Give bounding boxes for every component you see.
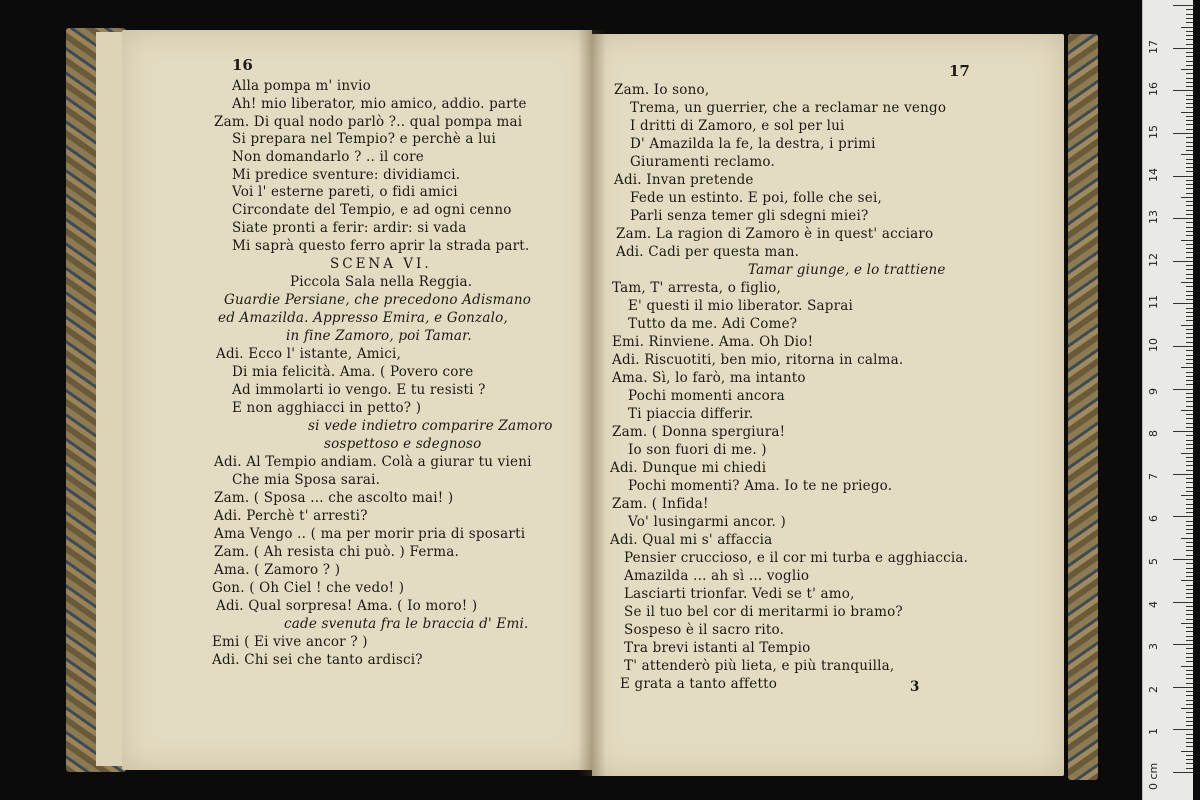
book-gutter bbox=[578, 30, 606, 776]
ruler-tick bbox=[1186, 214, 1193, 215]
ruler-tick bbox=[1186, 491, 1193, 492]
left-text-line: sospettoso e sdegnoso bbox=[324, 436, 482, 452]
ruler-tick bbox=[1181, 580, 1193, 581]
ruler-tick bbox=[1186, 640, 1193, 641]
ruler-tick bbox=[1181, 666, 1193, 667]
ruler-tick bbox=[1186, 329, 1193, 330]
ruler-tick bbox=[1186, 52, 1193, 53]
ruler-tick bbox=[1186, 648, 1193, 649]
right-text-line: Tamar giunge, e lo trattiene bbox=[748, 262, 946, 278]
left-text-line: Adi. Chi sei che tanto ardisci? bbox=[212, 652, 423, 668]
ruler-tick bbox=[1173, 389, 1193, 390]
right-text-line: Lasciarti trionfar. Vedi se t' amo, bbox=[624, 586, 855, 602]
ruler-tick bbox=[1173, 772, 1193, 773]
ruler-tick bbox=[1186, 691, 1193, 692]
ruler-tick bbox=[1173, 644, 1193, 645]
ruler-number: 15 bbox=[1147, 125, 1160, 139]
ruler-tick bbox=[1186, 205, 1193, 206]
ruler-tick bbox=[1186, 683, 1193, 684]
left-text-line: Zam. ( Sposa ... che ascolto mai! ) bbox=[214, 490, 454, 506]
ruler-tick bbox=[1186, 576, 1193, 577]
ruler-tick bbox=[1186, 73, 1193, 74]
ruler-tick bbox=[1181, 197, 1193, 198]
ruler-tick bbox=[1186, 504, 1193, 505]
ruler-tick bbox=[1186, 512, 1193, 513]
ruler-tick bbox=[1186, 14, 1193, 15]
ruler-tick bbox=[1186, 704, 1193, 705]
ruler-tick bbox=[1186, 435, 1193, 436]
ruler-tick bbox=[1186, 470, 1193, 471]
left-text-line: Voi l' esterne pareti, o fidi amici bbox=[232, 184, 458, 200]
right-text-line: Zam. La ragion di Zamoro è in quest' acciaro bbox=[616, 226, 934, 242]
ruler-tick bbox=[1186, 355, 1193, 356]
right-text-line: Sospeso è il sacro rito. bbox=[624, 622, 785, 638]
ruler-number: 6 bbox=[1147, 515, 1160, 523]
ruler-tick bbox=[1186, 636, 1193, 637]
ruler-tick bbox=[1186, 465, 1193, 466]
ruler-tick bbox=[1186, 22, 1193, 23]
left-text-line: Adi. Al Tempio andiam. Colà a giurar tu vieni bbox=[214, 454, 532, 470]
ruler-tick bbox=[1186, 406, 1193, 407]
ruler-tick bbox=[1173, 474, 1193, 475]
ruler-tick bbox=[1181, 154, 1193, 155]
right-text-line: Fede un estinto. E poi, folle che sei, bbox=[630, 190, 882, 206]
ruler-tick bbox=[1186, 700, 1193, 701]
ruler-tick bbox=[1186, 418, 1193, 419]
left-text-line: Piccola Sala nella Reggia. bbox=[290, 274, 473, 290]
ruler-tick bbox=[1186, 56, 1193, 57]
ruler-tick bbox=[1186, 248, 1193, 249]
ruler-tick bbox=[1186, 499, 1193, 500]
ruler-tick bbox=[1186, 423, 1193, 424]
ruler-tick bbox=[1181, 623, 1193, 624]
left-text-line: Guardie Persiane, che precedono Adismano bbox=[224, 292, 532, 308]
ruler-tick bbox=[1186, 78, 1193, 79]
ruler-number: 11 bbox=[1147, 295, 1160, 310]
ruler-tick bbox=[1186, 201, 1193, 202]
ruler-tick bbox=[1181, 325, 1193, 326]
ruler-number: 9 bbox=[1147, 387, 1160, 395]
ruler-tick bbox=[1186, 376, 1193, 377]
ruler-number: 4 bbox=[1147, 600, 1160, 608]
ruler-tick bbox=[1181, 27, 1193, 28]
left-text-line: Ama. ( Zamoro ? ) bbox=[214, 562, 341, 578]
ruler-tick bbox=[1186, 448, 1193, 449]
right-text-line: Zam. Io sono, bbox=[614, 82, 710, 98]
right-text-line: Tam, T' arresta, o figlio, bbox=[612, 280, 781, 296]
ruler-tick bbox=[1186, 129, 1193, 130]
ruler-tick bbox=[1181, 538, 1193, 539]
ruler-tick bbox=[1186, 380, 1193, 381]
right-text-line: Giuramenti reclamo. bbox=[630, 154, 775, 170]
ruler-tick bbox=[1186, 265, 1193, 266]
ruler-tick bbox=[1181, 240, 1193, 241]
ruler-tick bbox=[1186, 542, 1193, 543]
left-text-line: Ama Vengo .. ( ma per morir pria di sposarti bbox=[214, 526, 526, 542]
ruler-tick bbox=[1186, 9, 1193, 10]
ruler-tick bbox=[1173, 218, 1193, 219]
ruler-tick bbox=[1186, 359, 1193, 360]
ruler-tick bbox=[1186, 563, 1193, 564]
left-text-line: Mi saprà questo ferro aprir la strada part. bbox=[232, 238, 530, 254]
left-text-line: cade svenuta fra le braccia d' Emi. bbox=[284, 616, 529, 632]
ruler-tick bbox=[1186, 18, 1193, 19]
ruler-tick bbox=[1186, 614, 1193, 615]
ruler-tick bbox=[1186, 653, 1193, 654]
ruler-number: 12 bbox=[1147, 252, 1160, 267]
ruler-tick bbox=[1173, 133, 1193, 134]
left-text-line: ed Amazilda. Appresso Emira, e Gonzalo, bbox=[218, 310, 508, 326]
ruler-tick bbox=[1181, 495, 1193, 496]
ruler-tick bbox=[1186, 734, 1193, 735]
right-text-line: Adi. Qual mi s' affaccia bbox=[610, 532, 773, 548]
left-text-line: Circondate del Tempio, e ad ogni cenno bbox=[232, 202, 512, 218]
ruler-tick bbox=[1186, 31, 1193, 32]
ruler-tick bbox=[1173, 176, 1193, 177]
ruler-tick bbox=[1186, 661, 1193, 662]
ruler-tick bbox=[1186, 99, 1193, 100]
ruler-tick bbox=[1186, 533, 1193, 534]
ruler-tick bbox=[1186, 738, 1193, 739]
ruler-tick bbox=[1186, 478, 1193, 479]
left-text-line: Adi. Ecco l' istante, Amici, bbox=[216, 346, 402, 362]
ruler-tick bbox=[1181, 453, 1193, 454]
ruler-tick bbox=[1186, 120, 1193, 121]
ruler-tick bbox=[1186, 725, 1193, 726]
ruler-number: 2 bbox=[1147, 685, 1160, 693]
ruler-tick bbox=[1186, 568, 1193, 569]
ruler-tick bbox=[1181, 112, 1193, 113]
ruler-tick bbox=[1186, 188, 1193, 189]
right-text-line: E' questi il mio liberator. Saprai bbox=[628, 298, 854, 314]
ruler-tick bbox=[1186, 210, 1193, 211]
ruler-tick bbox=[1186, 695, 1193, 696]
ruler-tick bbox=[1186, 159, 1193, 160]
left-text-line: Mi predice sventure: dividiamci. bbox=[232, 167, 461, 183]
ruler-tick bbox=[1186, 674, 1193, 675]
ruler-tick bbox=[1186, 333, 1193, 334]
ruler-tick bbox=[1186, 171, 1193, 172]
ruler-tick bbox=[1186, 350, 1193, 351]
right-text-line: Pensier cruccioso, e il cor mi turba e agghiaccia. bbox=[624, 550, 969, 566]
ruler-tick bbox=[1186, 342, 1193, 343]
ruler-tick bbox=[1186, 150, 1193, 151]
ruler-tick bbox=[1186, 291, 1193, 292]
ruler-tick bbox=[1173, 559, 1193, 560]
ruler-tick bbox=[1186, 124, 1193, 125]
right-text-line: Adi. Riscuotiti, ben mio, ritorna in calma. bbox=[612, 352, 904, 368]
ruler-number: 13 bbox=[1147, 210, 1160, 225]
ruler-tick bbox=[1186, 137, 1193, 138]
ruler-tick bbox=[1186, 286, 1193, 287]
ruler-number: 8 bbox=[1147, 430, 1160, 438]
ruler-tick bbox=[1173, 729, 1193, 730]
left-text-line: Zam. Di qual nodo parlò ?.. qual pompa mai bbox=[214, 114, 523, 130]
left-text-line: Non domandarlo ? .. il core bbox=[232, 149, 424, 165]
right-text-line: Ti piaccia differir. bbox=[628, 406, 754, 422]
left-text-line: Alla pompa m' invio bbox=[232, 78, 371, 94]
ruler-tick bbox=[1186, 610, 1193, 611]
ruler-tick bbox=[1186, 606, 1193, 607]
right-text-line: T' attenderò più lieta, e più tranquilla, bbox=[624, 658, 895, 674]
left-text-line: Si prepara nel Tempio? e perchè a lui bbox=[232, 131, 497, 147]
ruler-tick bbox=[1186, 521, 1193, 522]
right-text-line: Adi. Cadi per questa man. bbox=[616, 244, 800, 260]
ruler-tick bbox=[1186, 529, 1193, 530]
ruler-tick bbox=[1186, 384, 1193, 385]
right-text-line: I dritti di Zamoro, e sol per lui bbox=[630, 118, 845, 134]
ruler-tick bbox=[1173, 261, 1193, 262]
ruler-tick bbox=[1186, 627, 1193, 628]
right-text-line: Se il tuo bel cor di meritarmi io bramo? bbox=[624, 604, 903, 620]
right-text-line: Tra brevi istanti al Tempio bbox=[624, 640, 811, 656]
ruler-tick bbox=[1186, 401, 1193, 402]
left-page-number: 16 bbox=[232, 56, 253, 74]
ruler-tick bbox=[1173, 687, 1193, 688]
ruler-tick bbox=[1181, 751, 1193, 752]
ruler-tick bbox=[1186, 142, 1193, 143]
ruler-tick bbox=[1186, 372, 1193, 373]
marbled-cover-right bbox=[1068, 34, 1098, 780]
left-text-line: Adi. Perchè t' arresti? bbox=[214, 508, 368, 524]
right-text-line: Zam. ( Donna spergiura! bbox=[612, 424, 786, 440]
ruler-tick bbox=[1186, 235, 1193, 236]
left-text-line: Emi ( Ei vive ancor ? ) bbox=[212, 634, 368, 650]
ruler-tick bbox=[1173, 602, 1193, 603]
ruler-tick bbox=[1186, 444, 1193, 445]
ruler-tick bbox=[1186, 163, 1193, 164]
ruler-tick bbox=[1186, 167, 1193, 168]
ruler-tick bbox=[1186, 35, 1193, 36]
signature-mark: 3 bbox=[910, 679, 920, 695]
ruler-tick bbox=[1186, 487, 1193, 488]
ruler-number: 10 bbox=[1147, 338, 1160, 352]
ruler-tick bbox=[1186, 461, 1193, 462]
ruler-tick bbox=[1186, 712, 1193, 713]
ruler-tick bbox=[1186, 337, 1193, 338]
ruler-tick bbox=[1186, 180, 1193, 181]
ruler-tick bbox=[1173, 346, 1193, 347]
right-text-line: E grata a tanto affetto bbox=[620, 676, 778, 692]
ruler-tick bbox=[1186, 227, 1193, 228]
ruler-tick bbox=[1186, 755, 1193, 756]
ruler-tick bbox=[1173, 303, 1193, 304]
right-page-number: 17 bbox=[949, 62, 970, 80]
ruler-tick bbox=[1186, 619, 1193, 620]
ruler-tick bbox=[1173, 48, 1193, 49]
ruler-number: 16 bbox=[1147, 82, 1160, 97]
ruler-tick bbox=[1186, 414, 1193, 415]
ruler-tick bbox=[1186, 107, 1193, 108]
left-text-line: Ad immolarti io vengo. E tu resisti ? bbox=[232, 382, 486, 398]
right-text-line: Amazilda ... ah sì ... voglio bbox=[624, 568, 810, 584]
ruler-tick bbox=[1186, 525, 1193, 526]
right-text-line: Zam. ( Infida! bbox=[612, 496, 709, 512]
ruler-number: 1 bbox=[1147, 728, 1160, 736]
ruler-tick bbox=[1186, 550, 1193, 551]
ruler-tick bbox=[1186, 717, 1193, 718]
ruler-tick bbox=[1186, 721, 1193, 722]
ruler-tick bbox=[1186, 312, 1193, 313]
right-text-line: Tutto da me. Adi Come? bbox=[628, 316, 798, 332]
ruler-tick bbox=[1186, 278, 1193, 279]
ruler-unit-label: 0 cm bbox=[1147, 762, 1160, 790]
right-text-line: D' Amazilda la fe, la destra, i primi bbox=[630, 136, 876, 152]
right-text-line: Adi. Dunque mi chiedi bbox=[610, 460, 767, 476]
ruler-tick bbox=[1186, 308, 1193, 309]
ruler-tick bbox=[1186, 116, 1193, 117]
ruler-tick bbox=[1186, 61, 1193, 62]
ruler-tick bbox=[1186, 397, 1193, 398]
ruler-tick bbox=[1181, 282, 1193, 283]
ruler-tick bbox=[1186, 678, 1193, 679]
right-text-line: Parli senza temer gli sdegni miei? bbox=[630, 208, 869, 224]
ruler-number: 14 bbox=[1147, 167, 1160, 182]
ruler-tick bbox=[1186, 597, 1193, 598]
ruler-tick bbox=[1186, 39, 1193, 40]
ruler-tick bbox=[1186, 222, 1193, 223]
ruler-tick bbox=[1173, 90, 1193, 91]
ruler-tick bbox=[1186, 316, 1193, 317]
ruler-tick bbox=[1186, 193, 1193, 194]
ruler-tick bbox=[1186, 393, 1193, 394]
left-text-line: Zam. ( Ah resista chi può. ) Ferma. bbox=[214, 544, 459, 560]
ruler-number: 5 bbox=[1147, 558, 1160, 565]
left-text-line: SCENA VI. bbox=[330, 256, 432, 272]
ruler-tick bbox=[1186, 482, 1193, 483]
right-text-line: Io son fuori di me. ) bbox=[628, 442, 767, 458]
right-text-line: Adi. Invan pretende bbox=[614, 172, 754, 188]
ruler-tick bbox=[1186, 95, 1193, 96]
right-text-line: Pochi momenti? Ama. Io te ne priego. bbox=[628, 478, 893, 494]
left-text-line: Di mia felicità. Ama. ( Povero core bbox=[232, 364, 474, 380]
ruler-tick bbox=[1186, 759, 1193, 760]
ruler-tick bbox=[1186, 589, 1193, 590]
ruler-tick bbox=[1186, 427, 1193, 428]
ruler-tick bbox=[1186, 320, 1193, 321]
ruler-tick bbox=[1173, 5, 1193, 6]
ruler-tick bbox=[1186, 184, 1193, 185]
ruler-tick bbox=[1186, 146, 1193, 147]
right-text-line: Pochi momenti ancora bbox=[628, 388, 785, 404]
ruler-tick bbox=[1186, 546, 1193, 547]
ruler-tick bbox=[1186, 670, 1193, 671]
ruler-tick bbox=[1186, 65, 1193, 66]
ruler-tick bbox=[1186, 572, 1193, 573]
ruler-tick bbox=[1186, 269, 1193, 270]
ruler-tick bbox=[1186, 252, 1193, 253]
ruler-tick bbox=[1186, 746, 1193, 747]
ruler-tick bbox=[1173, 516, 1193, 517]
ruler-tick bbox=[1186, 82, 1193, 83]
right-text-line: Vo' lusingarmi ancor. ) bbox=[628, 514, 786, 530]
ruler-tick bbox=[1186, 555, 1193, 556]
left-text-line: in fine Zamoro, poi Tamar. bbox=[286, 328, 472, 344]
right-text-line: Emi. Rinviene. Ama. Oh Dio! bbox=[612, 334, 814, 350]
ruler-tick bbox=[1181, 708, 1193, 709]
left-text-line: Gon. ( Oh Ciel ! che vedo! ) bbox=[212, 580, 405, 596]
left-text-line: Siate pronti a ferir: ardir: si vada bbox=[232, 220, 467, 236]
ruler-tick bbox=[1186, 631, 1193, 632]
ruler-tick bbox=[1186, 593, 1193, 594]
ruler-tick bbox=[1173, 431, 1193, 432]
left-text-line: Adi. Qual sorpresa! Ama. ( Io moro! ) bbox=[216, 598, 478, 614]
ruler-tick bbox=[1186, 657, 1193, 658]
left-text-line: Che mia Sposa sarai. bbox=[232, 472, 381, 488]
left-text-line: E non agghiacci in petto? ) bbox=[232, 400, 422, 416]
ruler-tick bbox=[1186, 231, 1193, 232]
ruler-tick bbox=[1181, 367, 1193, 368]
ruler-tick bbox=[1186, 768, 1193, 769]
ruler-tick bbox=[1186, 103, 1193, 104]
ruler-tick bbox=[1186, 274, 1193, 275]
ruler-tick bbox=[1181, 410, 1193, 411]
ruler-tick bbox=[1186, 440, 1193, 441]
ruler-tick bbox=[1186, 457, 1193, 458]
ruler-number: 17 bbox=[1147, 39, 1160, 54]
ruler-tick bbox=[1186, 585, 1193, 586]
ruler-number: 7 bbox=[1147, 472, 1160, 480]
left-text-line: si vede indietro comparire Zamoro bbox=[308, 418, 553, 434]
ruler-tick bbox=[1186, 244, 1193, 245]
right-text-line: Trema, un guerrier, che a reclamar ne vengo bbox=[630, 100, 947, 116]
ruler-tick bbox=[1186, 742, 1193, 743]
ruler-number: 3 bbox=[1147, 643, 1160, 651]
ruler-tick bbox=[1186, 257, 1193, 258]
measuring-ruler bbox=[1142, 0, 1193, 800]
ruler-tick bbox=[1186, 763, 1193, 764]
ruler-tick bbox=[1186, 508, 1193, 509]
ruler-tick bbox=[1186, 86, 1193, 87]
right-text-line: Ama. Sì, lo farò, ma intanto bbox=[612, 370, 806, 386]
ruler-tick bbox=[1186, 363, 1193, 364]
ruler-tick bbox=[1186, 44, 1193, 45]
ruler-tick bbox=[1181, 69, 1193, 70]
ruler-tick bbox=[1186, 299, 1193, 300]
left-text-line: Ah! mio liberator, mio amico, addio. parte bbox=[232, 96, 527, 112]
ruler-tick bbox=[1186, 295, 1193, 296]
